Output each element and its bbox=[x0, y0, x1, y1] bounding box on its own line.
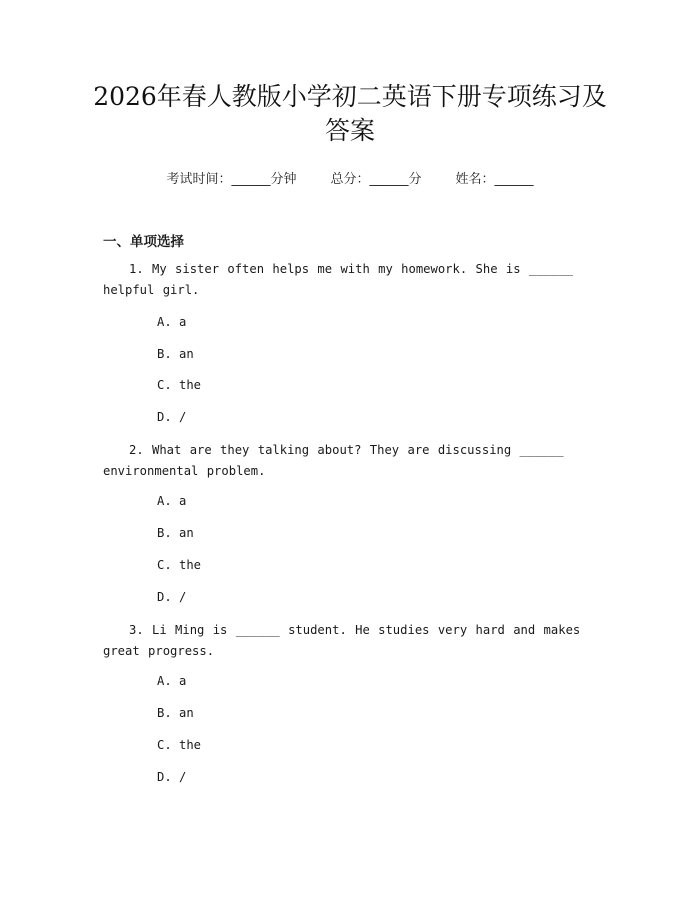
option-letter: A. bbox=[157, 494, 172, 508]
option-letter: C. bbox=[157, 738, 172, 752]
question-2-option-b[interactable] bbox=[157, 526, 194, 540]
option-letter: A. bbox=[157, 674, 172, 688]
option-letter: B. bbox=[157, 526, 172, 540]
exam-time-field: 考试时间：______分钟 bbox=[166, 172, 297, 187]
question-3-option-a[interactable] bbox=[157, 674, 186, 688]
option-text: the bbox=[179, 738, 202, 752]
option-letter: C. bbox=[157, 558, 172, 572]
question-2-option-c[interactable] bbox=[157, 558, 201, 572]
exam-info-line bbox=[0, 168, 700, 187]
option-letter: B. bbox=[157, 706, 172, 720]
question-1-stem: 1. My sister often helps me with my homework. She is ______ helpful girl. bbox=[103, 262, 573, 297]
option-text: / bbox=[179, 770, 187, 784]
total-score-field: 总分：______分 bbox=[330, 172, 422, 187]
option-text: / bbox=[179, 410, 187, 424]
question-1-option-a[interactable] bbox=[157, 315, 186, 329]
option-letter: B. bbox=[157, 347, 172, 361]
question-1-option-c[interactable] bbox=[157, 378, 201, 392]
document-title: 2026年春人教版小学初二英语下册专项练习及答案 bbox=[93, 82, 607, 145]
option-letter: D. bbox=[157, 770, 172, 784]
option-text: an bbox=[179, 347, 194, 361]
option-letter: C. bbox=[157, 378, 172, 392]
option-text: the bbox=[179, 558, 202, 572]
student-name-field: 姓名：______ bbox=[455, 172, 534, 187]
section-heading: 一、单项选择 bbox=[103, 234, 184, 250]
option-letter: D. bbox=[157, 410, 172, 424]
question-1-option-d[interactable] bbox=[157, 410, 186, 424]
option-text: an bbox=[179, 526, 194, 540]
question-1-option-b[interactable] bbox=[157, 347, 194, 361]
question-3-option-d[interactable] bbox=[157, 770, 186, 784]
question-2-option-d[interactable] bbox=[157, 590, 186, 604]
question-2-option-a[interactable] bbox=[157, 494, 186, 508]
option-text: the bbox=[179, 378, 202, 392]
option-text: a bbox=[179, 315, 187, 329]
option-text: an bbox=[179, 706, 194, 720]
question-3-option-c[interactable] bbox=[157, 738, 201, 752]
option-letter: A. bbox=[157, 315, 172, 329]
question-3-option-b[interactable] bbox=[157, 706, 194, 720]
option-text: / bbox=[179, 590, 187, 604]
question-2-stem: 2. What are they talking about? They are discussing ______ environmental problem. bbox=[103, 443, 564, 478]
option-letter: D. bbox=[157, 590, 172, 604]
option-text: a bbox=[179, 494, 187, 508]
question-3-stem: 3. Li Ming is ______ student. He studies very hard and makes great progress. bbox=[103, 623, 581, 658]
option-text: a bbox=[179, 674, 187, 688]
